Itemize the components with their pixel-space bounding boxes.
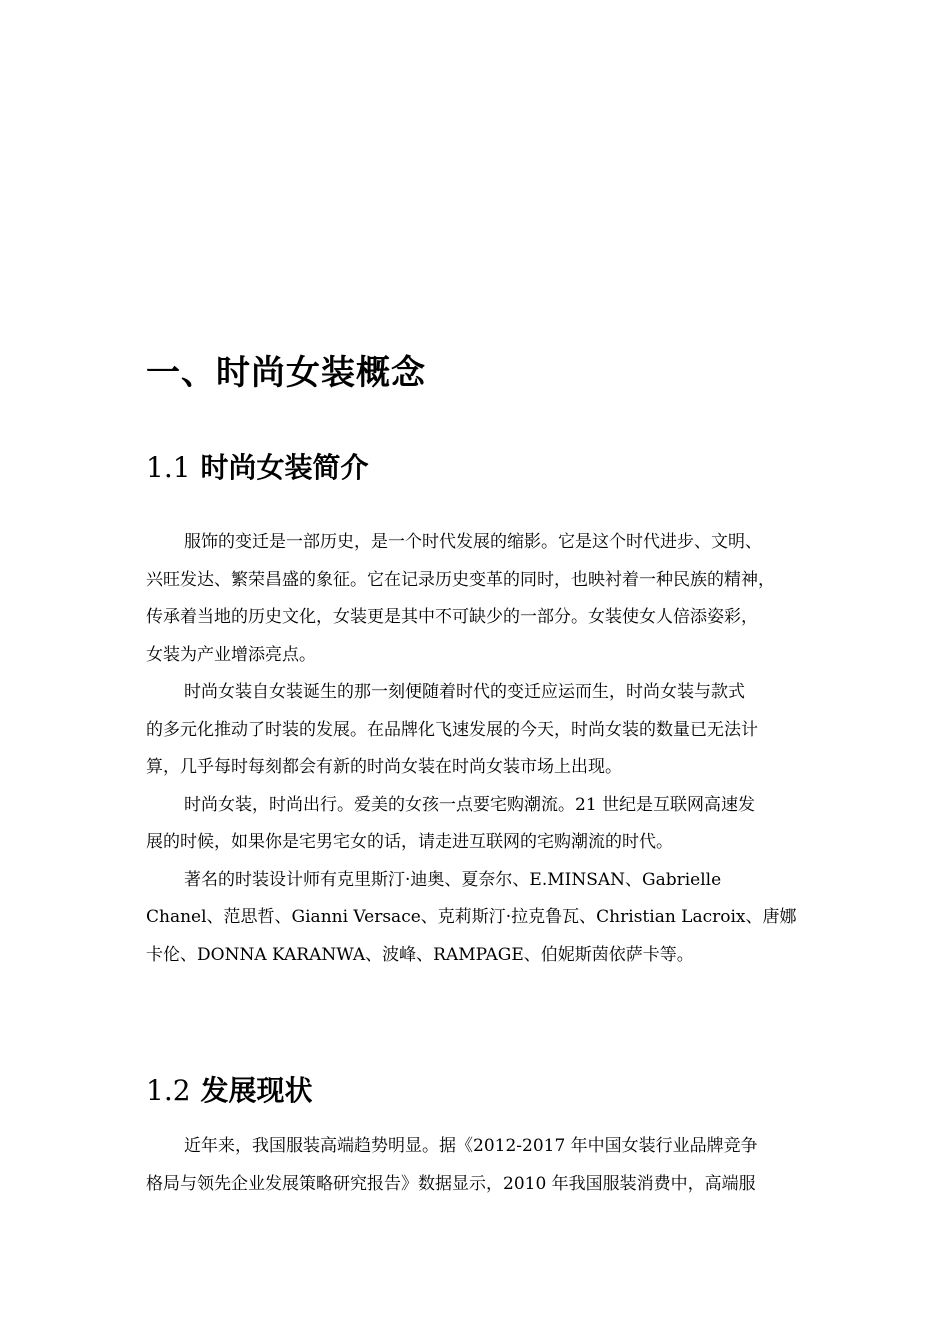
section-body — [146, 524, 806, 974]
text-line: 算，几乎每时每刻都会有新的时尚女装在时尚女装市场上出现。 — [146, 757, 622, 777]
text-line: 近年来，我国服装高端趋势明显。据《2012-2017 年中国女装行业品牌竞争 — [184, 1136, 758, 1156]
section-title: 时尚女装简介 — [200, 451, 369, 484]
text-line: 卡伦、DONNA KARANWA、波峰、RAMPAGE、伯妮斯茵依萨卡等。 — [146, 944, 694, 965]
text-line: 传承着当地的历史文化，女装更是其中不可缺少的一部分。女装使女人倍添姿彩， — [146, 607, 758, 627]
section-number: 1.2 — [146, 1074, 191, 1107]
text-line: 的多元化推动了时装的发展。在品牌化飞速发展的今天，时尚女装的数量已无法计 — [146, 719, 758, 740]
text-line: 展的时候，如果你是宅男宅女的话，请走进互联网的宅购潮流的时代。 — [146, 832, 673, 852]
chapter-title: 一、时尚女装概念 — [146, 353, 426, 393]
text-line: 服饰的变迁是一部历史，是一个时代发展的缩影。它是这个时代进步、文明、 — [184, 532, 762, 552]
text-line: 格局与领先企业发展策略研究报告》数据显示，2010 年我国服装消费中，高端服 — [146, 1173, 756, 1194]
section-heading — [146, 449, 369, 487]
text-line: 时尚女装，时尚出行。爱美的女孩一点要宅购潮流。21 世纪是互联网高速发 — [184, 794, 756, 815]
section-number: 1.1 — [146, 451, 191, 484]
text-line: 时尚女装自女装诞生的那一刻便随着时代的变迁应运而生，时尚女装与款式 — [184, 682, 745, 702]
text-line: 著名的时装设计师有克里斯汀·迪奥、夏奈尔、E.MINSAN、Gabrielle — [184, 869, 722, 890]
text-line: 兴旺发达、繁荣昌盛的象征。它在记录历史变革的同时，也映衬着一种民族的精神， — [146, 569, 775, 590]
section-heading — [146, 1072, 313, 1110]
section-title: 发展现状 — [200, 1074, 313, 1107]
section-body — [146, 1128, 806, 1203]
text-line: 女装为产业增添亮点。 — [146, 644, 316, 665]
text-line: Chanel、范思哲、Gianni Versace、克莉斯汀·拉克鲁瓦、Christian Lacroix、唐娜 — [146, 907, 797, 927]
